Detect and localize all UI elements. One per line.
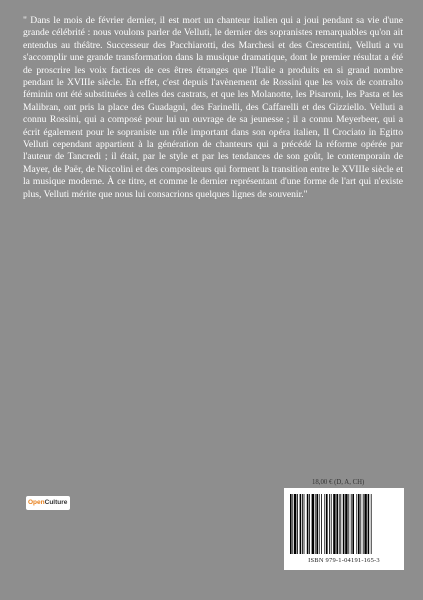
barcode-bar (329, 494, 330, 554)
barcode-bar (363, 494, 364, 554)
barcode-graphic (290, 494, 398, 554)
barcode-bar (304, 494, 305, 554)
barcode-bar (307, 494, 309, 554)
barcode-bar (321, 494, 322, 554)
barcode-bar (360, 494, 361, 554)
barcode-bar (309, 494, 310, 554)
barcode-bar (315, 494, 316, 554)
barcode-box (284, 488, 404, 570)
barcode-bar (326, 494, 328, 554)
barcode-bar (331, 494, 332, 554)
price-label: 18,00 € (D, A, CH) (312, 479, 365, 486)
barcode-bar (316, 494, 318, 554)
barcode-bar (302, 494, 303, 554)
barcode-bar (352, 494, 354, 554)
barcode-bar (294, 494, 296, 554)
barcode-bar (339, 494, 340, 554)
blurb-text: " Dans le mois de février dernier, il est mort un chanteur italien qui a joui pendant sa vie d'une grande célébrité : nous voulons parler de Velluti, le dernier des sopranistes remarquables qu'on ait entendus au théâtre. Successeur des Pacchiarotti, des Marchesi et des Crescentini, Velluti a vu s'accomplir une grande transformation dans la musique dramatique, dont le premier résultat a été de proscrire les voix factices de ces êtres étranges que l'Italie a produits en si grand nombre pendant le XVIIIe siècle. En effet, c'est depuis l'avènement de Rossini que les voix de contralto féminin ont été substituées à celles des castrats, et que les Molanotte, les Pisaroni, les Pasta et les Malibran, ont pris la place des Guadagni, des Farinelli, des Caffarelli et des Gizziello. Velluti a connu Rossini, qui a composé pour lui un ouvrage de sa jeunesse ; il a connu Meyerbeer, qui a écrit également pour le sopraniste un rôle important dans son opéra italien, Il Crociato in Egitto Velluti cependant appartient à la génération de chanteurs qui a précédé la réforme opérée par l'auteur de Tancredi ; il était, par le style et par les tendances de son goût, le contemporain de Mayer, de Paër, de Niccolini et des compositeurs qui forment la transition entre le XVIIIe siècle et la musique moderne. À ce titre, et comme le dernier représentant d'une forme de l'art qui n'existe plus, Velluti mérite que nous lui consacrions quelques lignes de souvenir." (23, 15, 403, 200)
barcode-bar (290, 494, 292, 554)
barcode-bar (348, 494, 349, 554)
barcode-bar (358, 494, 360, 554)
barcode-bar (351, 494, 352, 554)
barcode-bar (300, 494, 302, 554)
barcode-bar (336, 494, 338, 554)
barcode-bar (356, 494, 357, 554)
barcode-bar (343, 494, 345, 554)
barcode-bar (312, 494, 314, 554)
barcode-bar (319, 494, 320, 554)
barcode-bar (333, 494, 335, 554)
barcode-bar (292, 494, 293, 554)
barcode-bar (324, 494, 325, 554)
barcode-bar (368, 494, 370, 554)
barcode-bar (340, 494, 341, 554)
logo-word-open: Open (28, 499, 45, 506)
publisher-logo (26, 496, 70, 510)
barcode-bar (371, 494, 372, 554)
logo-word-culture: Culture (44, 499, 68, 506)
barcode-bar (297, 494, 298, 554)
isbn-label: ISBN 979-1-04191-165-3 (308, 557, 380, 564)
barcode-bar (345, 494, 347, 554)
barcode-bar (364, 494, 366, 554)
